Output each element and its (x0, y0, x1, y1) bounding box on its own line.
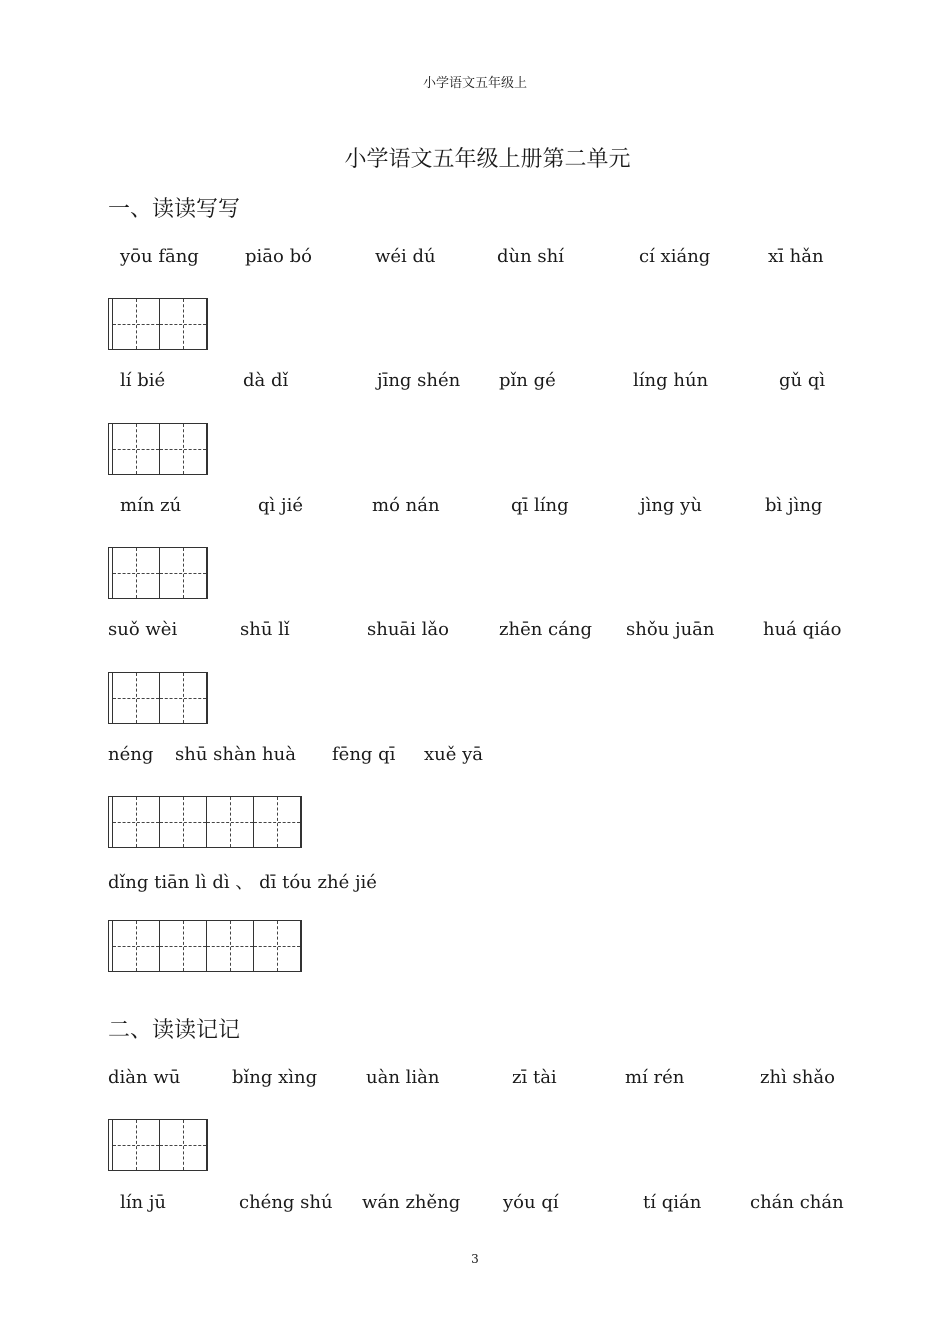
pinyin-word: chán chán (750, 1192, 844, 1213)
pinyin-word: lín jū (120, 1192, 167, 1213)
pinyin-word: jìng yù (640, 495, 702, 516)
writing-grid[interactable] (108, 920, 302, 972)
pinyin-word: yōu fāng (120, 246, 199, 267)
page-header: 小学语文五年级上 (422, 76, 527, 91)
pinyin-word: xī hǎn (768, 246, 824, 267)
pinyin-word: mó nán (372, 495, 440, 516)
pinyin-word: yóu qí (503, 1192, 559, 1213)
pinyin-word: néng (108, 744, 154, 765)
pinyin-word: mí rén (625, 1067, 685, 1088)
pinyin-word: líng hún (633, 370, 709, 391)
writing-grid[interactable] (108, 672, 208, 724)
pinyin-word: mín zú (120, 495, 182, 516)
pinyin-word: shuāi lǎo (367, 619, 449, 640)
pinyin-word: lí bié (120, 370, 166, 391)
pinyin-word: fēng qī (332, 744, 396, 765)
writing-grid[interactable] (108, 1119, 208, 1171)
pinyin-word: qī líng (511, 495, 569, 516)
section-heading-1: 一、读读写写 (108, 197, 241, 222)
pinyin-word: zhēn cáng (499, 619, 592, 640)
pinyin-word: huá qiáo (763, 619, 842, 640)
pinyin-word: dùn shí (497, 246, 565, 267)
page-number: 3 (471, 1252, 479, 1266)
pinyin-word: pǐn gé (499, 370, 556, 391)
writing-grid[interactable] (108, 423, 208, 475)
writing-grid[interactable] (108, 547, 208, 599)
pinyin-word: piāo bó (245, 246, 312, 267)
pinyin-word: gǔ qì (779, 370, 826, 391)
pinyin-word: shū lǐ (240, 619, 290, 640)
pinyin-word: suǒ wèi (108, 619, 178, 640)
pinyin-word: wán zhěng (362, 1192, 461, 1213)
pinyin-word: chéng shú (239, 1192, 333, 1213)
pinyin-word: dǐng tiān lì dì 、 dī tóu zhé jié (108, 872, 377, 893)
page-title: 小学语文五年级上册第二单元 (344, 147, 631, 172)
pinyin-word: cí xiáng (639, 246, 711, 267)
pinyin-word: tí qián (643, 1192, 702, 1213)
pinyin-word: uàn liàn (366, 1067, 440, 1088)
pinyin-word: wéi dú (375, 246, 436, 267)
pinyin-word: qì jié (258, 495, 303, 516)
pinyin-word: xuě yā (424, 744, 484, 765)
pinyin-word: diàn wū (108, 1067, 181, 1088)
pinyin-word: zī tài (512, 1067, 557, 1088)
pinyin-word: bǐng xìng (232, 1067, 318, 1088)
writing-grid[interactable] (108, 298, 208, 350)
section-heading-2: 二、读读记记 (108, 1018, 241, 1043)
writing-grid[interactable] (108, 796, 302, 848)
pinyin-word: zhì shǎo (760, 1067, 835, 1088)
pinyin-word: bì jìng (765, 495, 823, 516)
pinyin-word: dà dǐ (243, 370, 289, 391)
pinyin-word: jīng shén (377, 370, 461, 391)
pinyin-word: shǒu juān (626, 619, 715, 640)
pinyin-word: shū shàn huà (175, 744, 296, 765)
